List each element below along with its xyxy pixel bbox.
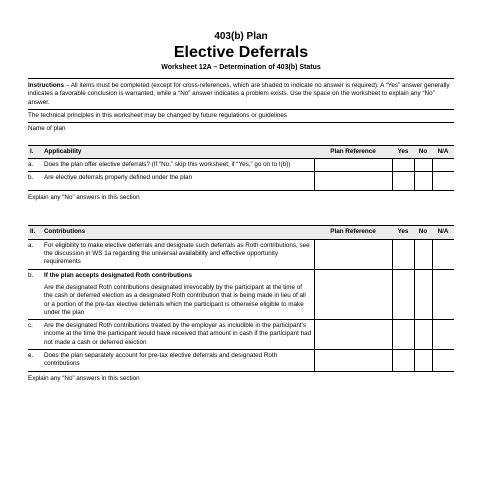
na-cell[interactable]	[432, 269, 454, 319]
no-cell[interactable]	[414, 159, 432, 172]
item-letter: c.	[28, 320, 42, 350]
question-row	[28, 350, 454, 372]
worksheet-page	[28, 0, 454, 383]
plan-name-field[interactable]: Name of plan	[28, 124, 66, 132]
plan-reference-cell[interactable]	[314, 159, 392, 172]
no-cell[interactable]	[414, 320, 432, 350]
yes-cell[interactable]	[392, 172, 414, 191]
item-cell	[42, 269, 314, 319]
question-row	[28, 320, 454, 350]
item-letter: b.	[28, 172, 42, 191]
na-cell[interactable]	[432, 320, 454, 350]
form-title: 403(b) Plan	[214, 31, 268, 42]
question-row	[28, 172, 454, 191]
section-contributions	[28, 225, 454, 371]
yes-cell[interactable]	[392, 350, 414, 372]
item-letter: e.	[28, 350, 42, 372]
worksheet-subtitle: Worksheet 12A – Determination of 403(b) Status	[161, 64, 321, 71]
explain-no-answers[interactable]: Explain any “No” answers in this section	[28, 374, 140, 382]
plan-reference-cell[interactable]	[314, 239, 392, 269]
na-cell[interactable]	[432, 239, 454, 269]
section-number: I.	[28, 145, 42, 158]
item-subheading: If the plan accepts designated Roth contributions	[44, 271, 192, 279]
na-header: N/A	[432, 226, 454, 239]
item-text: Are the designated Roth contributions designated irrevocably by the participant at the time of the cash or deferred election as a designated Roth contribution that is being made in lieu of all or a portion of the pre-tax elective deferrals which the participant is otherwise eligible to make under the plan	[44, 283, 306, 316]
no-cell[interactable]	[414, 239, 432, 269]
yes-cell[interactable]	[392, 320, 414, 350]
yes-cell[interactable]	[392, 159, 414, 172]
plan-reference-cell[interactable]	[314, 172, 392, 191]
item-text: For eligibility to make elective deferrals and designate such deferrals as Roth contributions, see the discussion in WS 1a regarding the universal availability and effective opportunity requirements	[42, 239, 314, 269]
na-cell[interactable]	[432, 172, 454, 191]
section-number: II.	[28, 226, 42, 239]
na-cell[interactable]	[432, 159, 454, 172]
section-applicability	[28, 145, 454, 192]
section-title: Contributions	[42, 226, 314, 239]
section-header-row	[28, 226, 454, 239]
plan-reference-cell[interactable]	[314, 269, 392, 319]
plan-reference-header: Plan Reference	[314, 226, 392, 239]
na-cell[interactable]	[432, 350, 454, 372]
instructions	[28, 79, 454, 109]
item-text: Are elective deferrals properly defined under the plan	[42, 172, 314, 191]
yes-cell[interactable]	[392, 239, 414, 269]
yes-cell[interactable]	[392, 269, 414, 319]
instructions-text: – All items must be completed (except for cross-references, which are shaded to indicate no answer is required). A “Yes” answer generally indicates a favorable conclusion is warranted, while a “No” answer indicates a problem exists. Use the space on the worksheet to explain any “No” answer.	[28, 82, 450, 106]
question-row	[28, 159, 454, 172]
yes-header: Yes	[392, 226, 414, 239]
section-title: Applicability	[42, 145, 314, 158]
no-cell[interactable]	[414, 172, 432, 191]
plan-reference-header: Plan Reference	[314, 145, 392, 158]
yes-header: Yes	[392, 145, 414, 158]
explain-no-answers[interactable]: Explain any “No” answers in this section	[28, 194, 140, 202]
no-cell[interactable]	[414, 269, 432, 319]
no-header: No	[414, 226, 432, 239]
instructions-label: Instructions	[28, 82, 65, 89]
main-title: Elective Deferrals	[173, 44, 309, 61]
na-header: N/A	[432, 145, 454, 158]
item-text: Are the designated Roth contributions treated by the employer as includible in the participant’s income at the time the participant would have received that amount in cash if the participant had not made a cash or deferred election	[42, 320, 314, 350]
item-letter: b.	[28, 269, 42, 319]
plan-reference-cell[interactable]	[314, 320, 392, 350]
question-row	[28, 239, 454, 269]
section-header-row	[28, 145, 454, 158]
item-text: Does the plan offer elective deferrals? (If “No,” skip this worksheet; if “Yes,” go on to I(b))	[42, 159, 314, 172]
item-text: Does the plan separately account for pre-tax elective deferrals and designated Roth contributions	[42, 350, 314, 372]
worksheet-header	[28, 0, 454, 73]
item-letter: a.	[28, 159, 42, 172]
no-header: No	[414, 145, 432, 158]
plan-reference-cell[interactable]	[314, 350, 392, 372]
question-row	[28, 269, 454, 319]
item-letter: a.	[28, 239, 42, 269]
technical-note: The technical principles in this worksheet may be changed by future regulations or guidelines	[28, 111, 288, 119]
no-cell[interactable]	[414, 350, 432, 372]
